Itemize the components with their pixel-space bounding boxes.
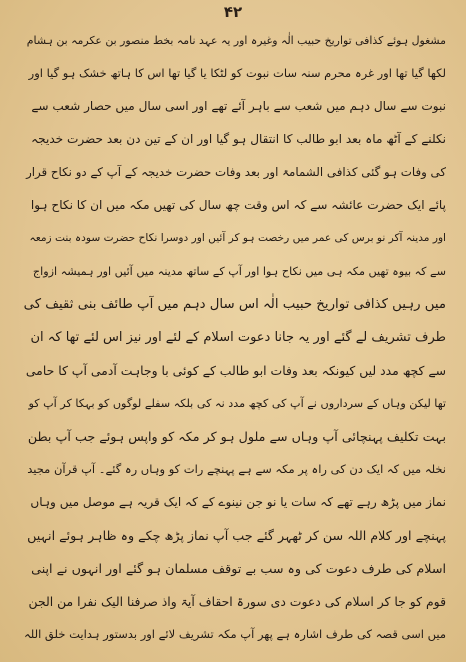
urdu-text-block [22, 24, 446, 651]
page-number: ۴۲ [223, 3, 243, 21]
text-line: پہنچے اور کلام اللہ سن کر ٹھہر گئے جب آپ نماز پڑھ چکے وہ ظاہر ہوئے انہیں [27, 528, 446, 543]
text-line: بہت تکلیف پہنچائی آپ وہاں سے ملول ہو کر مکہ کو واپس ہوئے جب آپ بطن [27, 429, 446, 444]
text-line: سے کچھ مدد لیں کیونکہ بعد وفات ابو طالب کے کوئی با وجاہت آدمی آپ کا حامی [25, 363, 446, 378]
text-line: قوم کو جا کر اسلام کی دعوت دی سورۃ احقاف آیۃ واذ صرفنا الیک نفرا من الجن [28, 594, 446, 609]
text-line: اسلام کی طرف دعوت کی وہ سب بے توقف مسلمان ہو گئے اور انہوں نے اپنی [31, 561, 446, 576]
text-line: مشغول ہوئے کذافی تواریخ حبیب الٰہ وغیرہ اور یہ عہد نامہ بخط منصور بن عکرمہ بن ہشام [26, 34, 446, 47]
text-line: نماز میں پڑھ رہے تھے کہ سات یا نو جن نینوے کے کہ ایک قریہ ہے موصل میں وہاں [30, 495, 446, 509]
text-line: میں رہیں کذافی تواریخ حبیب الٰہ اس سال دہم میں آپ طائف بنی ثقیف کی [23, 297, 446, 312]
text-line: پائے ایک حضرت عائشہ سے کہ اس وقت چھ سال کی تھیں مکہ میں ان کا نکاح ہوا [30, 198, 446, 212]
text-line: نکلنے کے آٹھ ماہ بعد ابو طالب کا انتقال ہو گیا اور ان کے تین دن بعد حضرت خدیجہ [31, 132, 446, 146]
text-line: کی وفات ہو گئی کذافی الشمامۃ اور بعد وفات حضرت خدیجہ کے آپ کے دو نکاح قرار [26, 165, 446, 179]
text-line: طرف تشریف لے گئے اور یہ جانا دعوت اسلام کے لئے اور نیز اس لئے تھا کہ ان [30, 330, 446, 345]
text-line: نخلہ میں کہ ایک دن کی راہ پر مکہ سے ہے پہنچے رات کو وہاں رہ گئے۔ آپ قرآن مجید [27, 462, 446, 476]
text-line: لکھا گیا تھا اور غرہ محرم سنہ سات نبوت کو لٹکا یا گیا تھا اس کا ہاتھ خشک ہو گیا اور [28, 66, 446, 80]
text-line: سے کہ بیوہ تھیں مکہ ہی میں نکاح ہوا اور آپ کے ساتھ مدینہ میں آئیں اور ہمیشہ ازواج [32, 265, 446, 278]
text-line: میں اسی قصہ کی طرف اشارہ ہے پھر آپ مکہ تشریف لائے اور بدستور ہدایت خلق اللہ [24, 627, 446, 641]
text-line: تھا لیکن وہاں کے سرداروں نے آپ کی کچھ مدد نہ کی بلکہ سفلے لوگوں کو بہکا کر آپ کو [28, 397, 446, 410]
text-line: اور مدینہ آکر نو برس کی عمر میں رخصت ہو کر آئیں اور دوسرا نکاح حضرت سودہ بنت زمعہ [29, 232, 446, 244]
text-line: نبوت سے سال دہم میں شعب سے باہر آئے تھے اور اسی سال میں حصار شعب سے [31, 99, 446, 113]
